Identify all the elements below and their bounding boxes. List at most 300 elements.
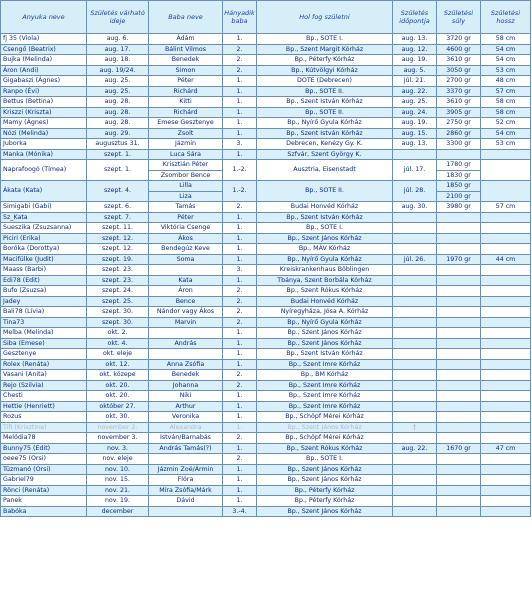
table-cell-k: 1. xyxy=(223,485,257,496)
table-cell-l: 57 cm xyxy=(481,86,531,97)
table-row xyxy=(1,422,531,433)
table-cell-h: Tbánya, Szent Borbála Kórház xyxy=(257,275,393,286)
table-cell-n: Áron (Andi) xyxy=(1,65,87,76)
table-cell-l: 44 cm xyxy=(481,254,531,265)
table-cell-t xyxy=(393,433,437,444)
table-cell-l xyxy=(481,412,531,423)
table-cell-h: Bp., Szent Imre Kórház xyxy=(257,359,393,370)
table-cell-k: 3.-4. xyxy=(223,506,257,517)
table-cell-h: Bp., Kútvölgyi Kórház xyxy=(257,65,393,76)
table-cell-b: Richárd xyxy=(149,107,223,118)
table-cell-s: 3905 gr xyxy=(437,107,481,118)
table-cell-l xyxy=(481,475,531,486)
table-cell-t xyxy=(393,370,437,381)
table-cell-s: 3370 gr xyxy=(437,86,481,97)
table-cell-l: 58 cm xyxy=(481,97,531,108)
table-cell-h: Bp., SOTE I. xyxy=(257,454,393,465)
table-cell-k: 1. xyxy=(223,86,257,97)
table-cell-t: júl. 21. xyxy=(393,76,437,87)
table-cell-k: 2. xyxy=(223,454,257,465)
table-row xyxy=(1,118,531,129)
table-cell-s xyxy=(437,359,481,370)
table-cell-b: Bendegúz Keve xyxy=(149,244,223,255)
table-cell-l: 53 cm xyxy=(481,139,531,150)
table-cell-n: Gigabaszi (Ágnes) xyxy=(1,76,87,87)
table-cell-k: 1. xyxy=(223,443,257,454)
table-cell-d: nov. eleje xyxy=(87,454,149,465)
table-cell-k: 3. xyxy=(223,265,257,276)
table-cell-b: Simon xyxy=(149,65,223,76)
table-row xyxy=(1,307,531,318)
table-cell-b: Flóra xyxy=(149,475,223,486)
table-cell-k: 2. xyxy=(223,317,257,328)
table-cell-k: 1. xyxy=(223,244,257,255)
table-cell-l xyxy=(481,275,531,286)
table-cell-s xyxy=(437,286,481,297)
table-cell-t xyxy=(393,244,437,255)
table-cell-t: aug. 15. xyxy=(393,128,437,139)
table-cell-b: Alexandra xyxy=(149,422,223,433)
table-cell-k: 1. xyxy=(223,349,257,360)
table-cell-h: Szfvár, Szent György K. xyxy=(257,149,393,160)
table-cell-l xyxy=(481,454,531,465)
header-cell: Születés időpontja xyxy=(393,1,437,34)
table-cell-l xyxy=(481,296,531,307)
table-cell-b: Marvin xyxy=(149,317,223,328)
table-cell-h: Bp., Szent Imre Kórház xyxy=(257,401,393,412)
table-cell-h: Bp., Nyírő Gyula Kórház xyxy=(257,118,393,129)
table-cell-k: 1. xyxy=(223,149,257,160)
table-cell-n: Rönci (Renáta) xyxy=(1,485,87,496)
table-cell-k: 2. xyxy=(223,296,257,307)
table-row xyxy=(1,359,531,370)
table-row xyxy=(1,485,531,496)
table-cell-h: Bp., Szent Imre Kórház xyxy=(257,380,393,391)
table-cell-k: 1. xyxy=(223,412,257,423)
table-cell-d: okt. eleje xyxy=(87,349,149,360)
table-cell-t xyxy=(393,475,437,486)
table-cell-b: Kitti xyxy=(149,97,223,108)
table-row xyxy=(1,44,531,55)
table-row xyxy=(1,107,531,118)
table-cell-b: Jázmin Zoé/Ármin xyxy=(149,464,223,475)
table-cell-s: 1670 gr xyxy=(437,443,481,454)
table-row xyxy=(1,275,531,286)
table-cell-n: Chesti xyxy=(1,391,87,402)
table-cell-b: Nándor vagy Ákos xyxy=(149,307,223,318)
table-cell-s xyxy=(437,401,481,412)
table-cell-n: Siba (Emese) xyxy=(1,338,87,349)
table-cell-t xyxy=(393,349,437,360)
table-cell-n: Kriszzi (Kriszta) xyxy=(1,107,87,118)
table-cell-b: Soma xyxy=(149,254,223,265)
table-cell-s xyxy=(437,485,481,496)
table-cell-t: aug. 19. xyxy=(393,55,437,66)
table-cell-d: aug. 25. xyxy=(87,86,149,97)
table-cell-d: szept. 7. xyxy=(87,212,149,223)
table-cell-b: Arthur xyxy=(149,401,223,412)
table-cell-d: szept. 24. xyxy=(87,286,149,297)
table-cell-n: Simigabi (Gabi) xyxy=(1,202,87,213)
table-row xyxy=(1,370,531,381)
table-cell-n: Gabriel79 xyxy=(1,475,87,486)
table-cell-d: szept. 4. xyxy=(87,181,149,202)
table-cell-d: augusztus 31. xyxy=(87,139,149,150)
table-cell-h: Bp., Nyírő Gyula Kórház xyxy=(257,317,393,328)
table-cell-s xyxy=(437,317,481,328)
table-cell-s2: 1830 gr xyxy=(437,170,481,181)
table-cell-l: 52 cm xyxy=(481,118,531,129)
table-cell-n: Naprafoogó (Tímea) xyxy=(1,160,87,181)
table-row xyxy=(1,212,531,223)
table-cell-b: Krisztián Péter xyxy=(149,160,223,171)
table-cell-t: aug. 13. xyxy=(393,34,437,45)
table-cell-s xyxy=(437,338,481,349)
table-cell-h: Bp., Schöpf Mérei Kórház xyxy=(257,412,393,423)
table-cell-l: 58 cm xyxy=(481,107,531,118)
table-cell-d: okt. 12. xyxy=(87,359,149,370)
table-cell-t xyxy=(393,307,437,318)
table-cell-s: 3610 gr xyxy=(437,97,481,108)
table-cell-n: oeee75 (Orsi) xyxy=(1,454,87,465)
table-cell-h: Bp., Schöpf Mérei Kórház xyxy=(257,433,393,444)
table-cell-s2: 2100 gr xyxy=(437,191,481,202)
table-cell-d: okt. 4. xyxy=(87,338,149,349)
table-cell-k: 2. xyxy=(223,307,257,318)
table-cell-h: Bp., SOTE I. xyxy=(257,223,393,234)
table-cell-t xyxy=(393,485,437,496)
table-cell-d: aug. 28. xyxy=(87,107,149,118)
table-cell-h: Nyíregyháza, Jósa A. Kórház xyxy=(257,307,393,318)
table-cell-h: Bp., Szent Rókus Kórház xyxy=(257,443,393,454)
table-cell-d: október 27. xyxy=(87,401,149,412)
table-cell-n: Gesztenye xyxy=(1,349,87,360)
table-cell-l xyxy=(481,359,531,370)
table-row xyxy=(1,34,531,45)
table-cell-h: Bp., Szent István Kórház xyxy=(257,128,393,139)
table-cell-d: szept. 12. xyxy=(87,244,149,255)
table-row xyxy=(1,475,531,486)
table-row xyxy=(1,223,531,234)
table-cell-k: 2. xyxy=(223,380,257,391)
table-cell-l xyxy=(481,506,531,517)
table-cell-t: júl. 28. xyxy=(393,181,437,202)
table-cell-s xyxy=(437,496,481,507)
table-cell-b: Niki xyxy=(149,391,223,402)
table-cell-s: 3610 gr xyxy=(437,55,481,66)
table-cell-d: okt. 30. xyxy=(87,412,149,423)
table-cell-d: nov. 15. xyxy=(87,475,149,486)
table-cell-b: Tamás xyxy=(149,202,223,213)
table-cell-h: Bp., Szent István Kórház xyxy=(257,349,393,360)
table-cell-h: Bp., Szent István Kórház xyxy=(257,97,393,108)
table-cell-l xyxy=(481,233,531,244)
table-cell-n: Macifülke (Judit) xyxy=(1,254,87,265)
table-cell-k: 1. xyxy=(223,475,257,486)
table-cell-h: Bp., Szent János Kórház xyxy=(257,422,393,433)
table-cell-b xyxy=(149,454,223,465)
table-cell-n: Rejo (Szilvia) xyxy=(1,380,87,391)
table-cell-k: 1. xyxy=(223,338,257,349)
table-cell-s xyxy=(437,328,481,339)
table-cell-h: Budai Honvéd Kórház xyxy=(257,202,393,213)
table-cell-b: Lilla xyxy=(149,181,223,192)
table-cell-b: Emese Gesztenye xyxy=(149,118,223,129)
table-row xyxy=(1,149,531,160)
table-cell-d: szept. 6. xyxy=(87,202,149,213)
table-cell-s xyxy=(437,391,481,402)
table-cell-s xyxy=(437,296,481,307)
table-cell-k: 1. xyxy=(223,254,257,265)
table-cell-s xyxy=(437,149,481,160)
table-cell-s: 3050 gr xyxy=(437,65,481,76)
table-row xyxy=(1,233,531,244)
table-cell-t xyxy=(393,401,437,412)
table-cell-l: 57 cm xyxy=(481,202,531,213)
table-cell-l xyxy=(481,149,531,160)
table-cell-b: Bálint Vilmos xyxy=(149,44,223,55)
table-cell-t: aug. 12. xyxy=(393,44,437,55)
table-cell-d: aug. 28. xyxy=(87,97,149,108)
table-cell-l: 54 cm xyxy=(481,44,531,55)
table-cell-k: 1. xyxy=(223,118,257,129)
table-row xyxy=(1,506,531,517)
table-cell-k: 1. xyxy=(223,233,257,244)
table-cell-l: 58 cm xyxy=(481,34,531,45)
table-cell-d: szept. 25. xyxy=(87,296,149,307)
table-cell-b2: Zsombor Bence xyxy=(149,170,223,181)
table-cell-s: 3300 gr xyxy=(437,139,481,150)
table-cell-n: Piciri (Erika) xyxy=(1,233,87,244)
table-cell-s xyxy=(437,506,481,517)
table-cell-d: okt. 20. xyxy=(87,391,149,402)
table-row xyxy=(1,265,531,276)
table-cell-b xyxy=(149,349,223,360)
header-cell: Születés várható ideje xyxy=(87,1,149,34)
table-cell-k: 1. xyxy=(223,76,257,87)
table-cell-b: Bence xyxy=(149,296,223,307)
table-cell-d: aug. 6. xyxy=(87,34,149,45)
table-cell-b: Kata xyxy=(149,275,223,286)
table-cell-b xyxy=(149,265,223,276)
table-cell-l xyxy=(481,265,531,276)
table-cell-s xyxy=(437,412,481,423)
table-row xyxy=(1,181,531,192)
table-row xyxy=(1,391,531,402)
table-cell-t xyxy=(393,380,437,391)
table-cell-l xyxy=(481,338,531,349)
table-cell-d: aug. 17. xyxy=(87,44,149,55)
table-cell-l: 54 cm xyxy=(481,128,531,139)
table-row xyxy=(1,496,531,507)
table-cell-d: okt. 20. xyxy=(87,380,149,391)
table-row xyxy=(1,97,531,108)
table-cell-k: 1. xyxy=(223,464,257,475)
table-cell-h: Bp., MÁV Kórház xyxy=(257,244,393,255)
table-cell-t xyxy=(393,317,437,328)
table-row xyxy=(1,76,531,87)
table-cell-n: Nózi (Melinda) xyxy=(1,128,87,139)
table-cell-h: Bp., SOTE I. xyxy=(257,34,393,45)
table-cell-t xyxy=(393,464,437,475)
table-row xyxy=(1,55,531,66)
table-row xyxy=(1,254,531,265)
table-cell-l xyxy=(481,464,531,475)
table-cell-n: Ranpo (Évi) xyxy=(1,86,87,97)
table-row xyxy=(1,317,531,328)
table-cell-l xyxy=(481,328,531,339)
table-cell-s xyxy=(437,475,481,486)
table-cell-s xyxy=(437,370,481,381)
table-cell-h: Bp., Szent Rókus Kórház xyxy=(257,286,393,297)
table-cell-d: szept. 12. xyxy=(87,233,149,244)
table-row xyxy=(1,65,531,76)
table-cell-l xyxy=(481,391,531,402)
table-cell-n: Tifi (Krisztina) xyxy=(1,422,87,433)
table-cell-k: 1. xyxy=(223,391,257,402)
table-cell-n: Rozus xyxy=(1,412,87,423)
table-cell-s xyxy=(437,422,481,433)
table-cell-k: 1. xyxy=(223,107,257,118)
table-cell-k: 1.-2. xyxy=(223,181,257,202)
table-cell-b: Jázmin xyxy=(149,139,223,150)
table-cell-s: 1970 gr xyxy=(437,254,481,265)
table-cell-h: Bp., Szent János Kórház xyxy=(257,475,393,486)
table-cell-h: Bp., Szent Imre Kórház xyxy=(257,391,393,402)
table-cell-t xyxy=(393,212,437,223)
table-cell-n: Melódia78 xyxy=(1,433,87,444)
table-cell-d: aug. 28. xyxy=(87,118,149,129)
table-cell-n: Tüzmanó (Orsi) xyxy=(1,464,87,475)
table-cell-t xyxy=(393,454,437,465)
table-cell-t xyxy=(393,286,437,297)
table-row xyxy=(1,349,531,360)
table-cell-d: november 2. xyxy=(87,422,149,433)
table-cell-b: Benedek xyxy=(149,55,223,66)
table-row xyxy=(1,401,531,412)
table-cell-b: István/Barnabás xyxy=(149,433,223,444)
table-cell-t xyxy=(393,149,437,160)
table-cell-b: Benedek xyxy=(149,370,223,381)
table-cell-h: Kreiskrankenhaus Böblingen xyxy=(257,265,393,276)
table-row xyxy=(1,296,531,307)
table-cell-t xyxy=(393,265,437,276)
table-cell-n: Juborka xyxy=(1,139,87,150)
table-cell-h: Bp., Szent Margit Kórház xyxy=(257,44,393,55)
table-cell-n: Bujka (Melinda) xyxy=(1,55,87,66)
table-cell-s: 1850 gr xyxy=(437,181,481,192)
table-cell-t xyxy=(393,233,437,244)
table-cell-k: 2. xyxy=(223,65,257,76)
table-cell-h: Bp., Péterfy Kórház xyxy=(257,485,393,496)
header-cell: Születési súly xyxy=(437,1,481,34)
table-cell-k: 1. xyxy=(223,401,257,412)
table-cell-s xyxy=(437,265,481,276)
header-cell: Hol fog születni xyxy=(257,1,393,34)
table-cell-h: Bp., SOTE II. xyxy=(257,181,393,202)
table-cell-n: Jadey xyxy=(1,296,87,307)
table-cell-s xyxy=(437,233,481,244)
table-cell-h: Bp., SOTE II. xyxy=(257,86,393,97)
table-cell-h: Bp., Szent János Kórház xyxy=(257,338,393,349)
table-cell-s: 1780 gr xyxy=(437,160,481,171)
header-cell: Születési hossz xyxy=(481,1,531,34)
table-cell-t: aug. 13. xyxy=(393,139,437,150)
table-cell-d: szept. 1. xyxy=(87,149,149,160)
table-cell-d: nov. 21. xyxy=(87,485,149,496)
table-cell-d: szept. 1. xyxy=(87,160,149,181)
header-cell: Anyuka neve xyxy=(1,1,87,34)
table-cell-k: 1.-2. xyxy=(223,160,257,181)
table-cell-b: Anna Zsófia xyxy=(149,359,223,370)
table-cell-h: Bp., Szent János Kórház xyxy=(257,464,393,475)
table-cell-s: 2750 gr xyxy=(437,118,481,129)
table-cell-d: szept. 19. xyxy=(87,254,149,265)
table-cell-b: Richárd xyxy=(149,86,223,97)
table-cell-b: Péter xyxy=(149,76,223,87)
table-cell-l xyxy=(481,244,531,255)
table-cell-n: Tina73 xyxy=(1,317,87,328)
table-cell-n: Bunny75 (Edit) xyxy=(1,443,87,454)
table-cell-l xyxy=(481,370,531,381)
table-cell-k: 1. xyxy=(223,496,257,507)
table-cell-l xyxy=(481,496,531,507)
table-cell-t: † xyxy=(393,422,437,433)
table-cell-t xyxy=(393,275,437,286)
table-cell-d: aug. 25. xyxy=(87,76,149,87)
table-cell-h: Debrecen, Kenézy Gy. K. xyxy=(257,139,393,150)
table-cell-b: Johanna xyxy=(149,380,223,391)
table-cell-h: Budai Honvéd Kórház xyxy=(257,296,393,307)
table-cell-s xyxy=(437,433,481,444)
table-cell-k: 2. xyxy=(223,55,257,66)
table-cell-d: okt. közepe xyxy=(87,370,149,381)
table-cell-n: Mamy (Ágnes) xyxy=(1,118,87,129)
table-cell-k: 2. xyxy=(223,286,257,297)
table-cell-l xyxy=(481,422,531,433)
table-cell-n: Bufo (Zsuzsa) xyxy=(1,286,87,297)
table-cell-l xyxy=(481,349,531,360)
table-row xyxy=(1,139,531,150)
table-cell-s xyxy=(437,464,481,475)
table-cell-s xyxy=(437,454,481,465)
table-cell-t: aug. 5. xyxy=(393,65,437,76)
table-cell-l xyxy=(481,181,531,202)
table-cell-t xyxy=(393,496,437,507)
table-cell-t: aug. 24. xyxy=(393,107,437,118)
table-cell-k: 2. xyxy=(223,370,257,381)
table-cell-k: 1. xyxy=(223,212,257,223)
table-cell-h: Bp., BM Kórház xyxy=(257,370,393,381)
table-row xyxy=(1,443,531,454)
table-cell-k: 2. xyxy=(223,433,257,444)
table-cell-l: 47 cm xyxy=(481,443,531,454)
table-row xyxy=(1,86,531,97)
table-cell-k: 1. xyxy=(223,34,257,45)
table-cell-l: 48 cm xyxy=(481,76,531,87)
table-cell-s xyxy=(437,380,481,391)
table-cell-s xyxy=(437,307,481,318)
table-cell-l xyxy=(481,223,531,234)
table-cell-h: Bp., Szent János Kórház xyxy=(257,233,393,244)
table-cell-l: 54 cm xyxy=(481,55,531,66)
table-cell-h: Bp., Szent János Kórház xyxy=(257,506,393,517)
table-row xyxy=(1,433,531,444)
table-cell-d: aug. 18. xyxy=(87,55,149,66)
table-cell-b: Veronika xyxy=(149,412,223,423)
table-cell-d: szept. 23. xyxy=(87,265,149,276)
table-cell-h: DOTE (Debrecen) xyxy=(257,76,393,87)
